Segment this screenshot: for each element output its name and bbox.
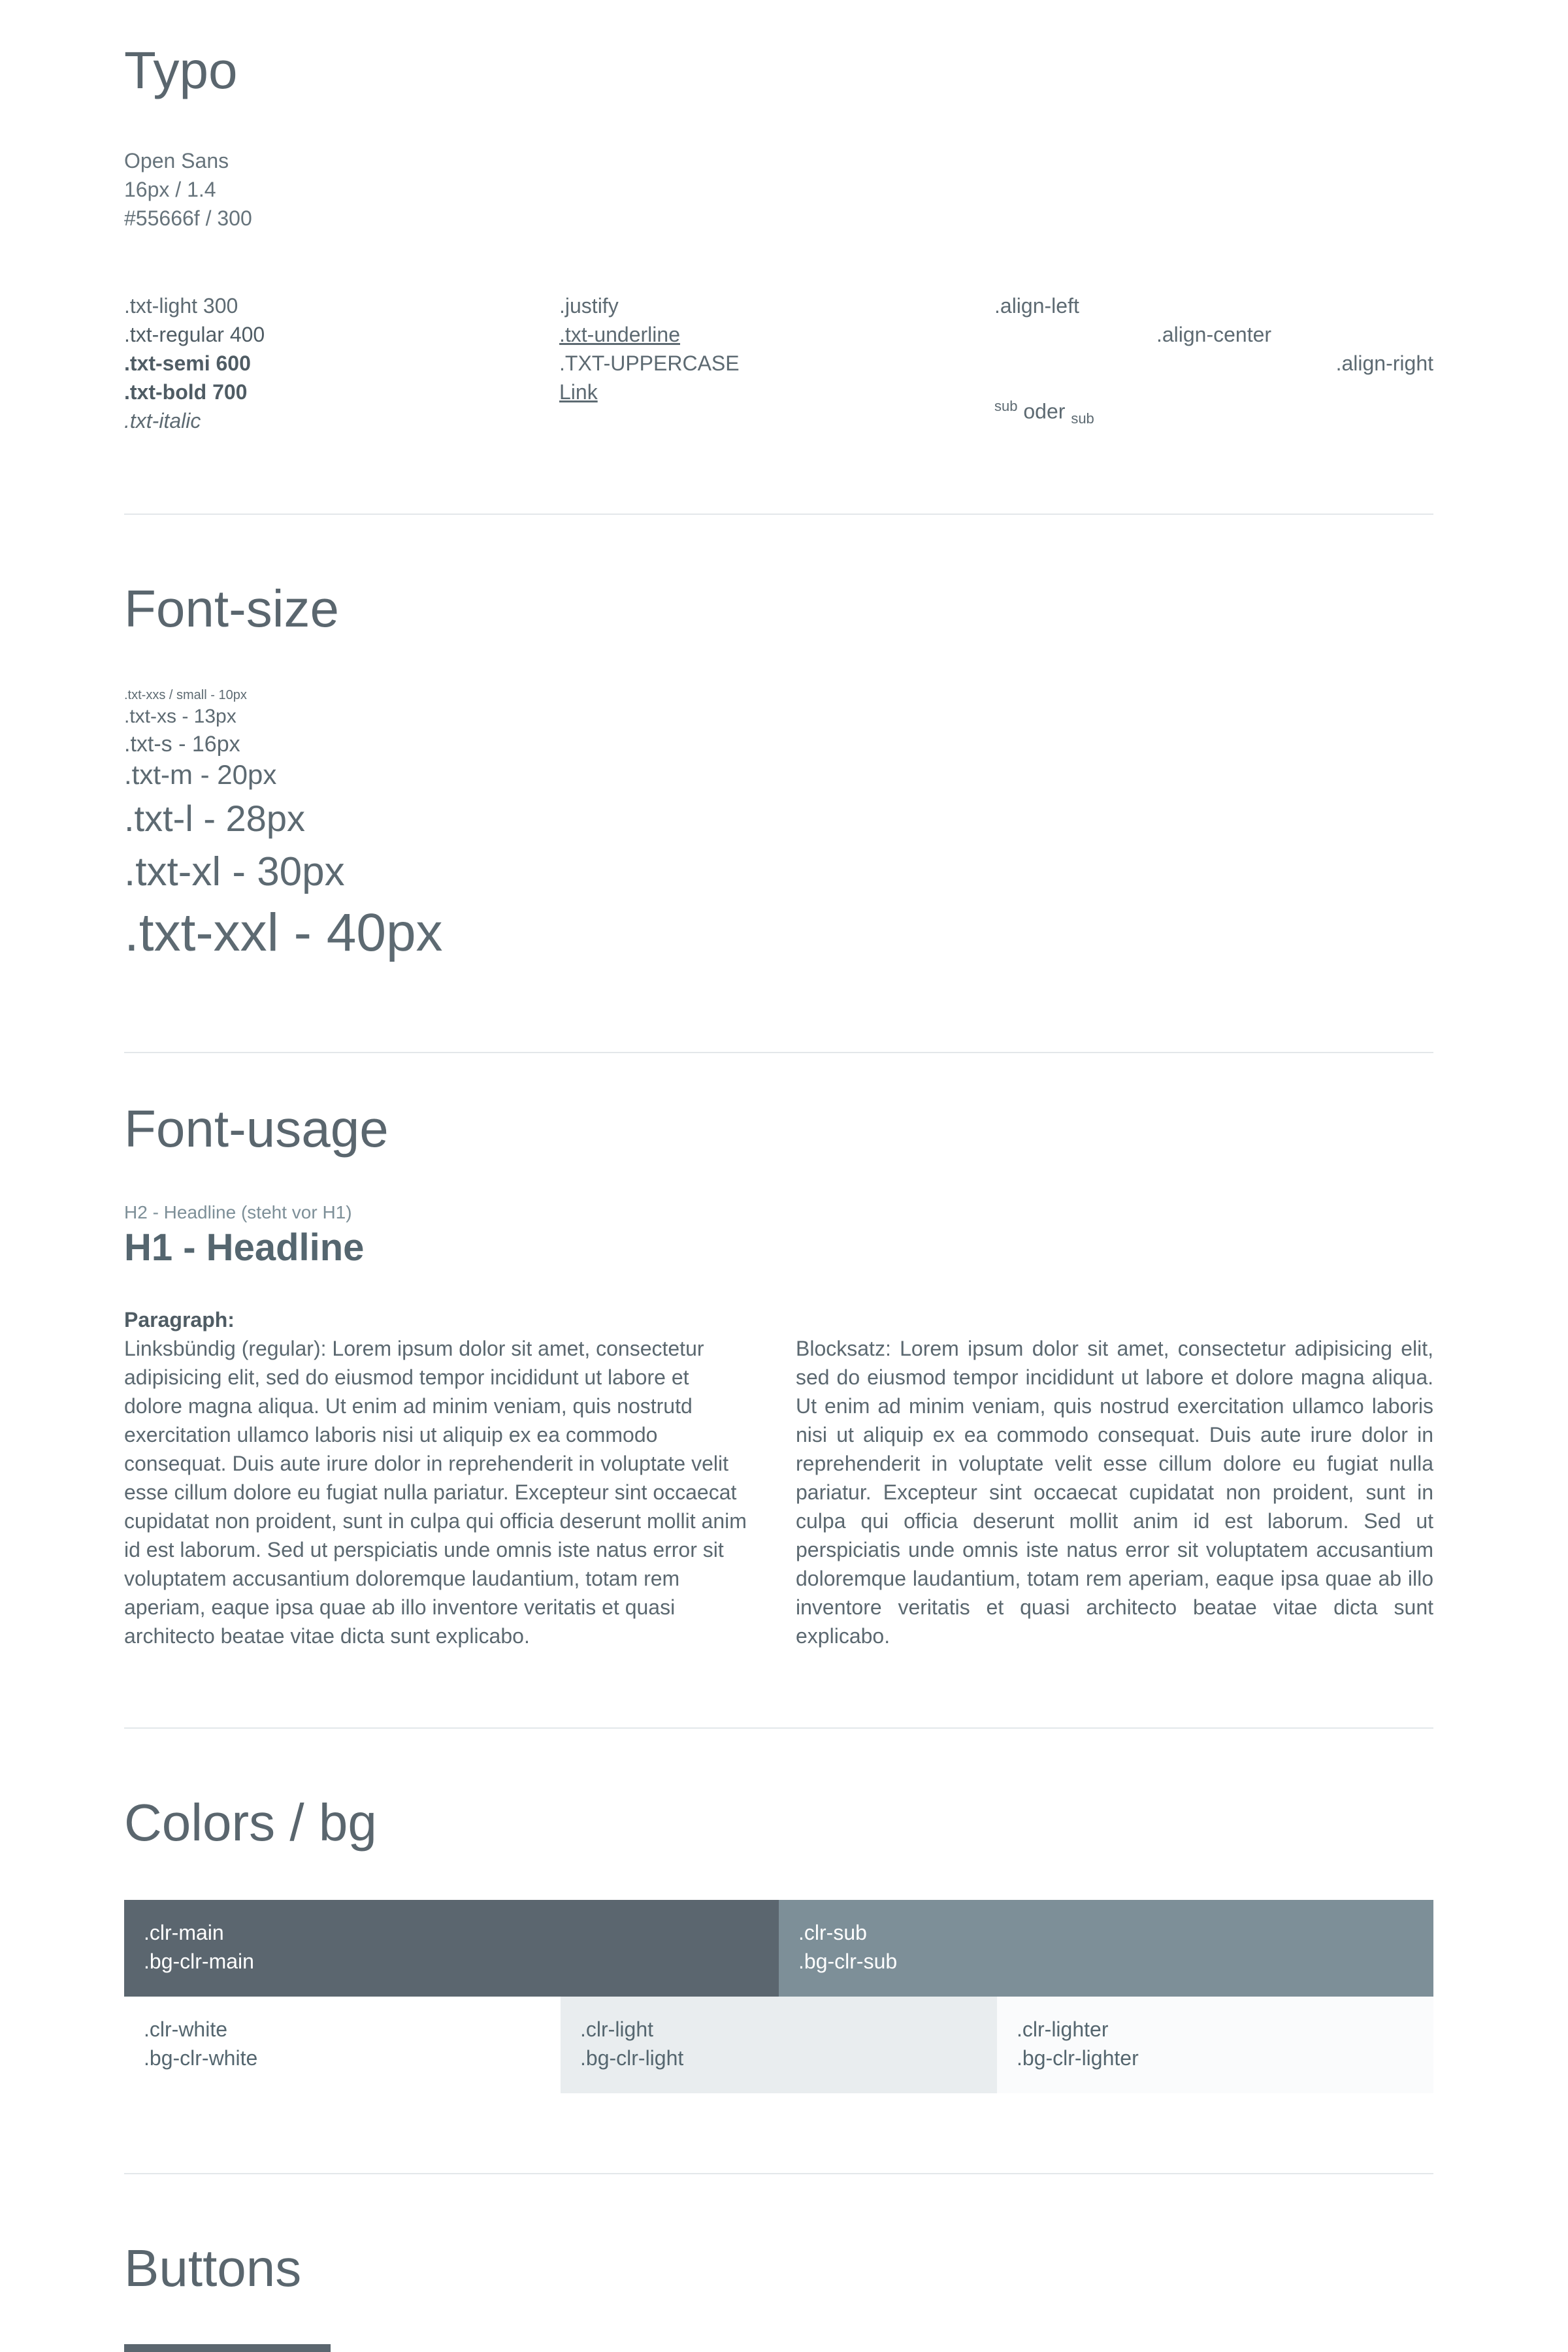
font-usage-title: Font-usage <box>124 1100 389 1158</box>
swatch-label-1: .clr-lighter <box>1017 2017 1109 2041</box>
swatch-label-2: .bg-clr-main <box>144 1950 254 1973</box>
justify-sample: .justify <box>559 294 619 318</box>
txt-light-sample: .txt-light 300 <box>124 294 238 318</box>
txt-bold-sample: .txt-bold 700 <box>124 380 248 404</box>
swatch-label-1: .clr-white <box>144 2017 228 2041</box>
align-left-sample: .align-left <box>994 294 1079 318</box>
font-family-info: Open Sans <box>124 149 229 172</box>
section-divider <box>124 2173 1433 2174</box>
txt-s-sample: .txt-s - 16px <box>124 732 240 757</box>
sup-sub-sample <box>994 392 1094 433</box>
colors-title: Colors / bg <box>124 1793 377 1852</box>
section-divider <box>124 1727 1433 1729</box>
justified-paragraph: Blocksatz: Lorem ipsum dolor sit amet, consectetur adipisicing elit, sed do eiusmod tempor incididunt ut labore et dolore magna aliqua. Ut enim ad minim veniam, quis nostrud exercitation ullamco laboris nisi ut aliquip ex ea commodo consequat. Duis aute irure dolor in reprehenderit in voluptate velit esse cillum dolore eu fugiat nulla pariatur. Excepteur sint occaecat cupidatat non proident, sunt in culpa qui officia deserunt mollit anim id est laborum. Sed ut perspiciatis unde omnis iste natus error sit voluptatem accusantium doloremque laudantium, totam rem aperiam, eaque ipsa quae ab illo inventore veritatis et quasi architecto beatae vitae dicta sunt explicabo. <box>796 1337 1433 1648</box>
swatch-label-2: .bg-clr-lighter <box>1017 2046 1139 2070</box>
txt-xl-sample: .txt-xl - 30px <box>124 849 345 894</box>
txt-m-sample: .txt-m - 20px <box>124 759 277 790</box>
section-divider <box>124 1052 1433 1053</box>
section-divider <box>124 514 1433 515</box>
txt-l-sample: .txt-l - 28px <box>124 798 305 839</box>
swatch-clr-main <box>124 1900 779 1997</box>
primary-button[interactable] <box>124 2344 331 2352</box>
left-aligned-paragraph: Linksbündig (regular): Lorem ipsum dolor sit amet, consectetur adipisicing elit, sed do eiusmod tempor incididunt ut labore et dolore magna aliqua. Ut enim ad minim veniam, quis nostrutd exercitation ullamco laboris nisi ut aliquip ex ea commodo consequat. Duis aute irure dolor in reprehenderit in voluptate velit esse cillum dolore eu fugiat nulla pariatur. Excepteur sint occaecat cupidatat non proident, sunt in culpa qui officia deserunt mollit anim id est laborum. Sed ut perspiciatis unde omnis iste natus error sit voluptatem accusantium doloremque laudantium, totam rem aperiam, eaque ipsa quae ab illo inventore veritatis et quasi architecto beatae vitae dicta sunt explicabo. <box>124 1337 747 1648</box>
swatch-label-1: .clr-light <box>580 2017 654 2041</box>
swatch-clr-light <box>561 1997 997 2093</box>
swatch-label-2: .bg-clr-white <box>144 2046 258 2070</box>
txt-xxs-sample: .txt-xxs / small - 10px <box>124 688 247 702</box>
swatch-label-1: .clr-sub <box>798 1921 867 1944</box>
swatch-clr-lighter <box>997 1997 1433 2093</box>
txt-regular-sample: .txt-regular 400 <box>124 323 265 346</box>
link-sample[interactable]: Link <box>559 380 598 404</box>
typo-title: Typo <box>124 41 238 99</box>
txt-xxl-sample: .txt-xxl - 40px <box>124 903 443 962</box>
swatch-clr-white <box>124 1997 561 2093</box>
swatch-clr-sub <box>779 1900 1433 1997</box>
paragraph-label: Paragraph: <box>124 1308 235 1331</box>
swatch-label-2: .bg-clr-sub <box>798 1950 898 1973</box>
font-color-info: #55666f / 300 <box>124 206 252 230</box>
font-size-info: 16px / 1.4 <box>124 178 216 201</box>
oder-text: oder <box>1023 399 1066 423</box>
swatch-label-1: .clr-main <box>144 1921 224 1944</box>
txt-semi-sample: .txt-semi 600 <box>124 351 251 375</box>
txt-italic-sample: .txt-italic <box>124 409 201 433</box>
align-right-sample: .align-right <box>1335 351 1433 375</box>
buttons-title: Buttons <box>124 2239 302 2297</box>
font-size-title: Font-size <box>124 580 339 638</box>
swatch-label-2: .bg-clr-light <box>580 2046 684 2070</box>
txt-xs-sample: .txt-xs - 13px <box>124 706 237 727</box>
h2-sample: H2 - Headline (steht vor H1) <box>124 1202 352 1222</box>
sub-text: sub <box>1071 410 1094 427</box>
uppercase-sample: .TXT-UPPERCASE <box>559 351 740 375</box>
sup-text: sub <box>994 398 1018 414</box>
align-center-sample: .align-center <box>1156 323 1272 346</box>
h1-sample: H1 - Headline <box>124 1226 365 1269</box>
underline-sample: .txt-underline <box>559 323 680 346</box>
